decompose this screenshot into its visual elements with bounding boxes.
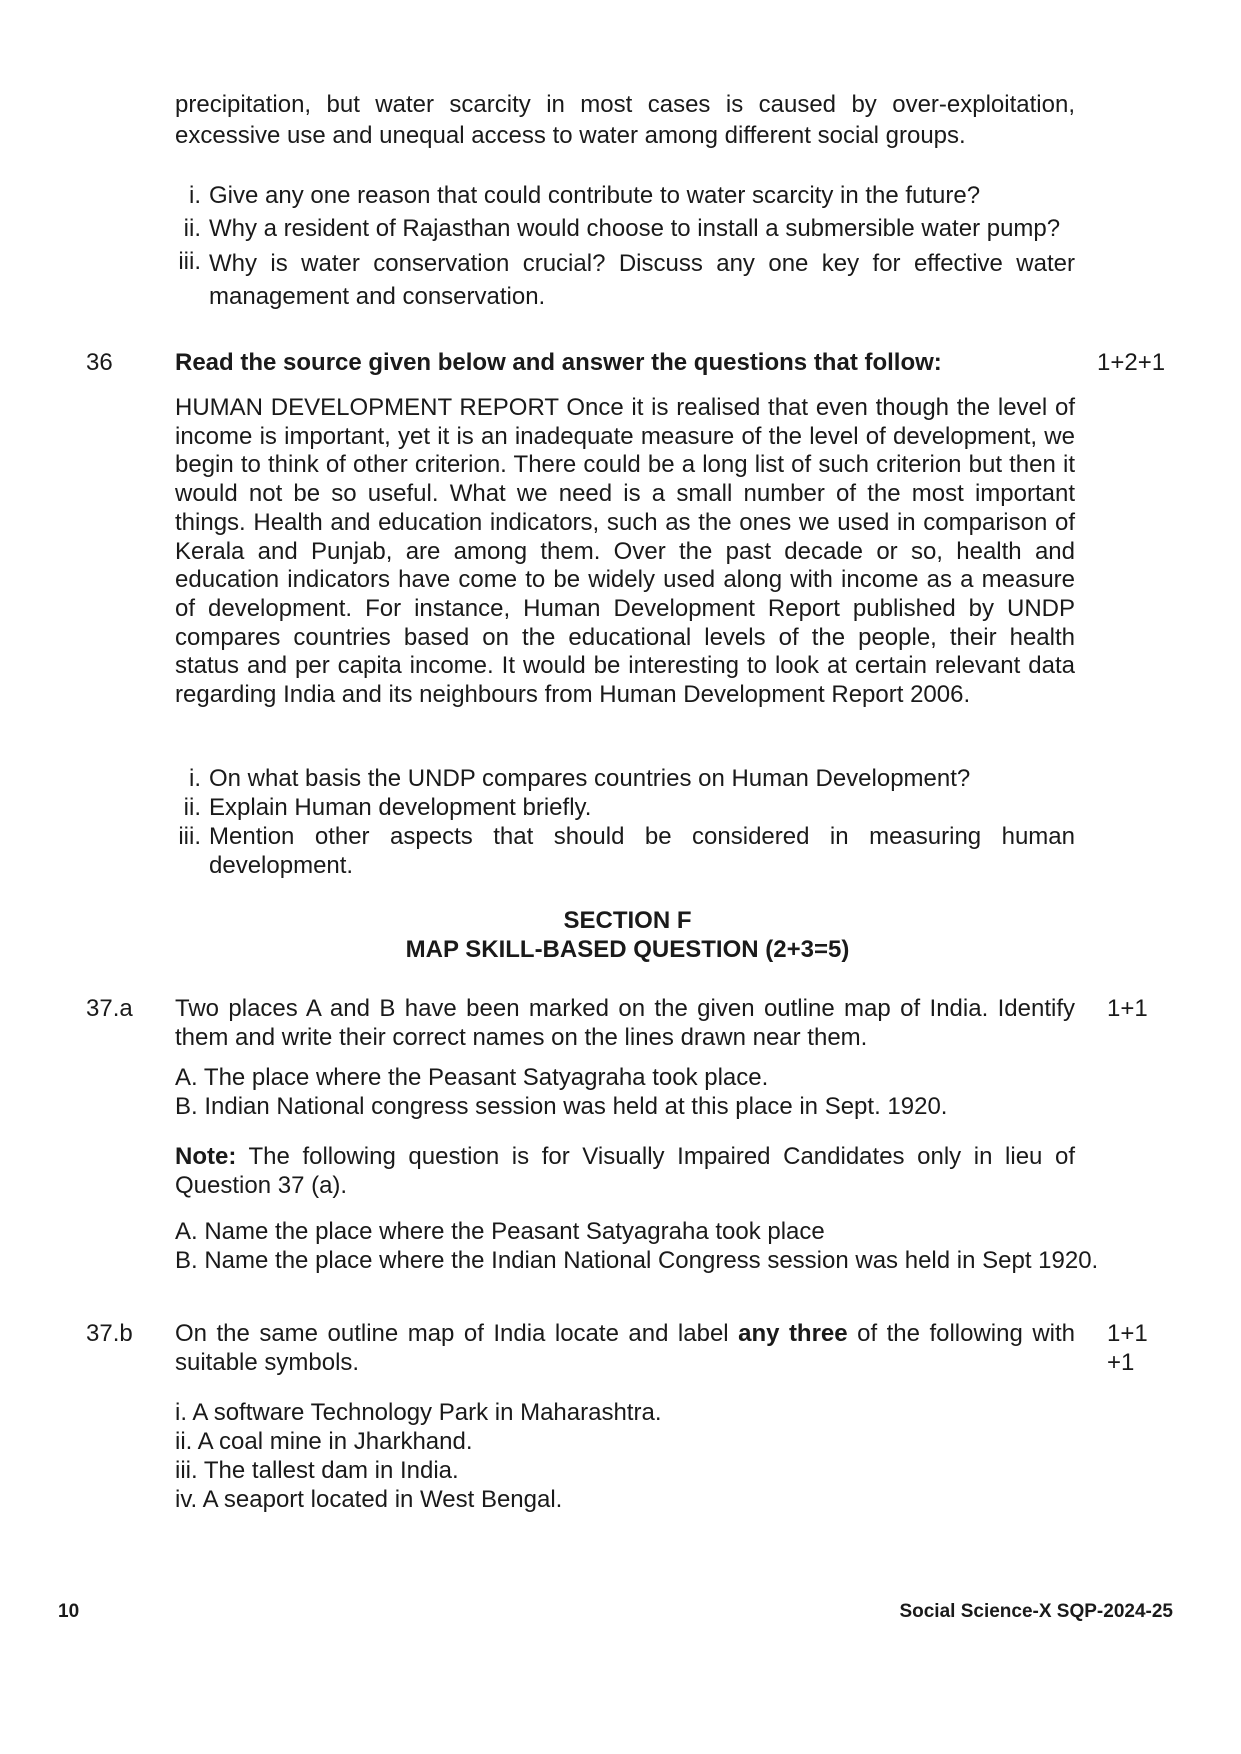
question-number: 37.a bbox=[86, 995, 133, 1022]
q37a-item: B. Indian National congress session was held at this place in Sept. 1920. bbox=[175, 1093, 948, 1120]
subquestion-text: Mention other aspects that should be considered in measuring human development. bbox=[209, 823, 1075, 879]
q37b-marks: +1 bbox=[1107, 1349, 1135, 1376]
subquestion-text: Explain Human development briefly. bbox=[209, 794, 592, 821]
q37b-item: iv. A seaport located in West Bengal. bbox=[175, 1486, 563, 1513]
subquestion-number: iii. bbox=[178, 248, 201, 275]
q37b-item: i. A software Technology Park in Maharashtra. bbox=[175, 1399, 662, 1426]
q37a-item: A. The place where the Peasant Satyagraha took place. bbox=[175, 1064, 769, 1091]
q35-subquestion bbox=[0, 181, 1241, 210]
note-label: Note: bbox=[175, 1143, 237, 1170]
subquestion-text: On what basis the UNDP compares countries on Human Development? bbox=[209, 765, 971, 792]
q35-passage-tail: precipitation, but water scarcity in most cases is caused by over-exploitation, excessive use and unequal access to water among different social groups. bbox=[175, 91, 1075, 149]
q36-marks: 1+2+1 bbox=[1097, 349, 1166, 376]
q37b-question bbox=[175, 1319, 1075, 1377]
q37a-note bbox=[175, 1142, 1075, 1200]
q37b-text-after: of the following with suitable symbols. bbox=[175, 1320, 1075, 1376]
subquestion-text: Give any one reason that could contribute to water scarcity in the future? bbox=[209, 182, 981, 209]
q37b-marks: 1+1 bbox=[1107, 1320, 1148, 1347]
q37b-text-bold: any three bbox=[738, 1320, 848, 1347]
q37a-marks: 1+1 bbox=[1107, 995, 1148, 1022]
q36-subquestion bbox=[0, 822, 1241, 880]
q37a-vi-item: A. Name the place where the Peasant Satyagraha took place bbox=[175, 1218, 825, 1245]
q36-instruction: Read the source given below and answer the questions that follow: bbox=[175, 349, 942, 376]
q37a-vi-item: B. Name the place where the Indian National Congress session was held in Sept 1920. bbox=[175, 1247, 1099, 1274]
section-title: SECTION F bbox=[563, 907, 692, 934]
question-number: 37.b bbox=[86, 1320, 133, 1347]
subquestion-text: Why a resident of Rajasthan would choose to install a submersible water pump? bbox=[209, 215, 1061, 242]
subquestion-number: ii. bbox=[183, 215, 201, 242]
q37b-text-before: On the same outline map of India locate and label bbox=[175, 1320, 739, 1347]
section-subtitle: MAP SKILL-BASED QUESTION (2+3=5) bbox=[405, 936, 850, 963]
page-number: 10 bbox=[58, 1601, 80, 1622]
paper-title: Social Science-X SQP-2024-25 bbox=[899, 1601, 1173, 1622]
subquestion-number: ii. bbox=[183, 794, 201, 821]
subquestion-number: iii. bbox=[178, 823, 201, 850]
question-number: 36 bbox=[86, 349, 113, 376]
q35-subquestion bbox=[0, 214, 1241, 243]
subquestion-number: i. bbox=[189, 765, 201, 792]
q37b-item: ii. A coal mine in Jharkhand. bbox=[175, 1428, 473, 1455]
subquestion-number: i. bbox=[189, 182, 201, 209]
q36-source-passage: HUMAN DEVELOPMENT REPORT Once it is realised that even though the level of income is important, yet it is an inadequate measure of the level of development, we begin to think of other criterion. There could be a long list of such criterion but then it would not be so useful. What we need is a small number of the most important things. Health and education indicators, such as the ones we used in comparison of Kerala and Punjab, are among them. Over the past decade or so, health and education indicators have come to be widely used along with income as a measure of development. For instance, Human Development Report published by UNDP compares countries based on the educational levels of the people, their health status and per capita income. It would be interesting to look at certain relevant data regarding India and its neighbours from Human Development Report 2006. bbox=[175, 394, 1075, 709]
note-text: The following question is for Visually Impaired Candidates only in lieu of Question 37 (a). bbox=[175, 1143, 1076, 1199]
q35-subquestion bbox=[0, 247, 1241, 309]
q37a-question: Two places A and B have been marked on the given outline map of India. Identify them and write their correct names on the lines drawn near them. bbox=[175, 995, 1075, 1051]
subquestion-text: Why is water conservation crucial? Discuss any one key for effective water management and conservation. bbox=[209, 250, 1075, 310]
q36-subquestion bbox=[0, 764, 1241, 793]
q37b-item: iii. The tallest dam in India. bbox=[175, 1457, 459, 1484]
q36-subquestion bbox=[0, 793, 1241, 822]
